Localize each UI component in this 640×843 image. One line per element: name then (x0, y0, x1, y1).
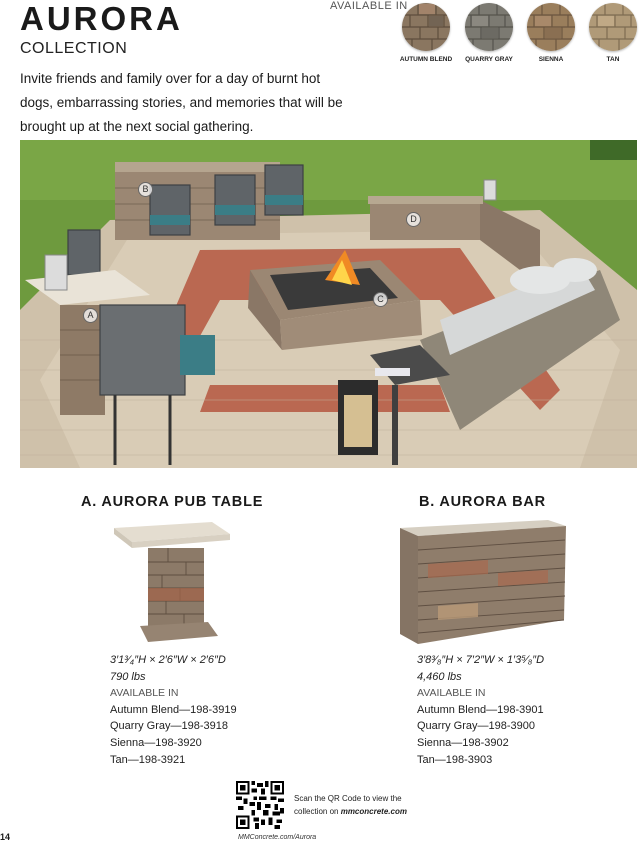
swatch-label-sienna: SIENNA (538, 56, 564, 63)
product-a-sku: Autumn Blend—198-3919 (110, 703, 237, 716)
qr-caption (294, 792, 407, 818)
product-b-dimensions: 3′8³⁄₈″H × 7′2″W × 1′3⁵⁄₈″D (417, 654, 545, 666)
product-b-sku: Autumn Blend—198-3901 (417, 703, 544, 716)
collection-subtitle: COLLECTION (20, 40, 128, 57)
product-a-dimensions: 3′1³⁄₄″H × 2′6″W × 2′6″D (110, 654, 226, 666)
product-b-available-label: AVAILABLE IN (417, 687, 486, 700)
available-in-label: AVAILABLE IN (330, 0, 408, 12)
product-b-title: B. AURORA BAR (419, 494, 546, 510)
page-number: 14 (0, 832, 11, 842)
qr-caption-prefix: collection on (294, 807, 341, 816)
product-a-sku: Tan—198-3921 (110, 753, 186, 766)
product-a-available-label: AVAILABLE IN (110, 687, 179, 700)
product-b-sku: Sienna—198-3902 (417, 736, 509, 749)
patio-photo (20, 140, 637, 468)
product-b-specs (417, 652, 544, 768)
product-b-sku: Tan—198-3903 (417, 753, 493, 766)
product-b-sku: Quarry Gray—198-3900 (417, 720, 535, 733)
callout-b: B (138, 182, 153, 197)
product-b-weight: 4,460 lbs (417, 670, 462, 683)
swatch-label-quarry-gray: QUARRY GRAY (465, 56, 513, 63)
swatch-quarry-gray (465, 3, 513, 51)
product-a-sku: Quarry Gray—198-3918 (110, 720, 228, 733)
swatch-autumn-blend (402, 3, 450, 51)
swatch-sienna (527, 3, 575, 51)
site-url[interactable]: MMConcrete.com/Aurora (238, 834, 317, 841)
product-a-specs (110, 652, 237, 768)
callout-d: D (406, 212, 421, 227)
intro-paragraph: Invite friends and family over for a day of burnt hot dogs, embarrassing stories, and memories that will be brought up at the next social gathering. (20, 71, 343, 134)
swatch-label-autumn-blend: AUTUMN BLEND (399, 56, 453, 63)
bar-image (398, 516, 568, 646)
pub-table-image (112, 518, 232, 646)
qr-code-icon[interactable] (236, 781, 284, 829)
qr-caption-link[interactable]: mmconcrete.com (340, 807, 407, 816)
callout-c: C (373, 292, 388, 307)
product-a-title: A. AURORA PUB TABLE (81, 494, 264, 510)
qr-caption-line1: Scan the QR Code to view the (294, 794, 402, 803)
swatch-label-tan: TAN (606, 56, 620, 63)
product-a-sku: Sienna—198-3920 (110, 736, 202, 749)
collection-title: AURORA (20, 0, 183, 37)
swatch-tan (589, 3, 637, 51)
product-a-weight: 790 lbs (110, 670, 146, 683)
callout-a: A (83, 308, 98, 323)
